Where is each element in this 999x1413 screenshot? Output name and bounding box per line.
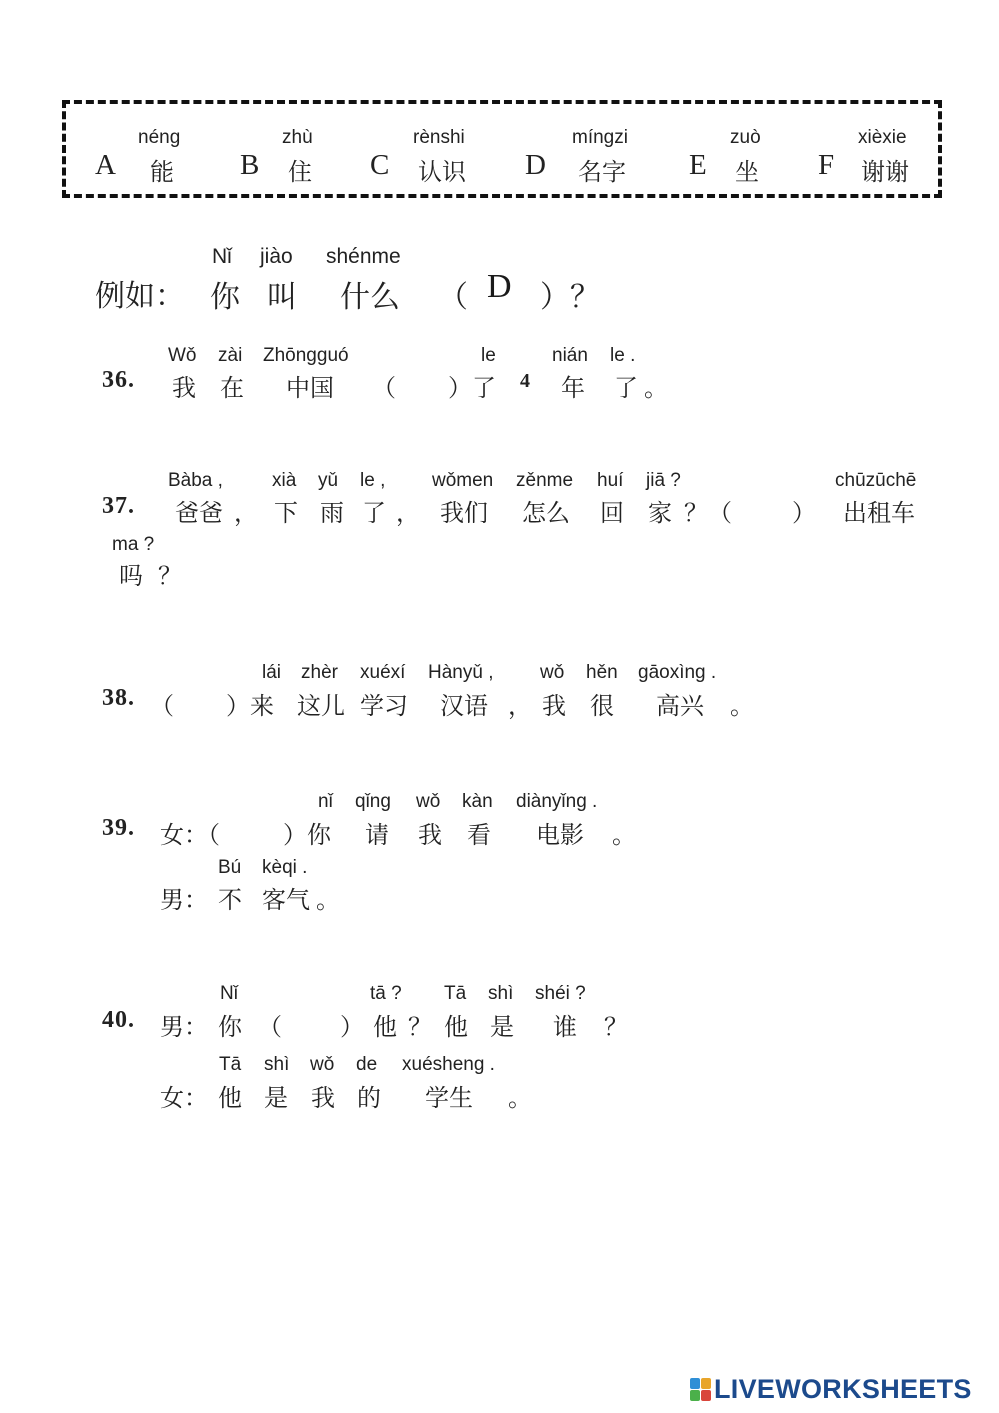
q38-open-paren: （ <box>150 692 174 720</box>
logo-block <box>701 1390 711 1401</box>
q40-pinyin-5: shéi ? <box>535 983 586 1004</box>
option-d-pinyin: míngzi <box>572 127 628 148</box>
option-d-hanzi: 名字 <box>578 158 626 186</box>
q37-pinyin-8: jiā ? <box>646 470 681 491</box>
q36-open-paren: （ <box>372 374 396 402</box>
q40-pinyin-2: tā ? <box>370 983 402 1004</box>
q40-pinyin-10: xuésheng . <box>402 1054 495 1075</box>
example-pinyin-2: jiào <box>260 245 293 268</box>
q39-pinyin-4: kàn <box>462 791 493 812</box>
example-label: 例如： <box>95 279 185 314</box>
q36-period: 。 <box>644 374 668 402</box>
q37-hanzi-10: 吗 <box>119 562 143 590</box>
q38-pinyin-4: Hànyǔ , <box>428 662 494 683</box>
q38-pinyin-5: wǒ <box>540 662 565 683</box>
q37-close-paren: ） <box>792 499 816 527</box>
logo-text: LIVEWORKSHEETS <box>714 1374 972 1404</box>
q37-pinyin-1: Bàba , <box>168 470 223 491</box>
q40-pinyin-6: Tā <box>219 1054 242 1075</box>
q40-pinyin-7: shì <box>264 1054 290 1075</box>
q39-pinyin-6: Bú <box>218 857 242 878</box>
q40-close-paren: ） <box>340 1013 364 1041</box>
q39-hanzi-5: 电影 <box>536 821 584 849</box>
q40-hanzi-1: 你 <box>218 1013 242 1041</box>
q37-pinyin-3: yǔ <box>318 470 339 491</box>
q38-pinyin-3: xuéxí <box>360 662 406 683</box>
q36-hanzi-5: 年 <box>561 374 585 402</box>
q39-period-1: 。 <box>612 821 636 849</box>
q37-hanzi-2: 下 <box>274 499 298 527</box>
q36-hanzi-6: 了 <box>614 374 638 402</box>
option-f-hanzi: 谢谢 <box>861 158 909 186</box>
q38-hanzi-4: 汉语 <box>440 692 488 720</box>
example-hanzi-2: 叫 <box>267 280 297 315</box>
q38-pinyin-2: zhèr <box>301 662 338 683</box>
example-hanzi-3: 什么 <box>340 280 400 315</box>
q37-pinyin-2: xià <box>272 470 297 491</box>
q39-hanzi-6: 不 <box>218 886 242 914</box>
q38-hanzi-3: 学习 <box>360 692 408 720</box>
q40-hanzi-2: 他 <box>373 1013 397 1041</box>
q37-question: ？ <box>158 562 182 590</box>
q40-hanzi-4: 是 <box>490 1013 514 1041</box>
q36-hanzi-4: ）了 <box>448 374 496 402</box>
q40-speaker-2: 女： <box>160 1084 208 1112</box>
q40-pinyin-8: wǒ <box>310 1054 335 1075</box>
q38-hanzi-7: 高兴 <box>656 692 704 720</box>
q38-hanzi-2: 这儿 <box>297 692 345 720</box>
q40-open-paren: （ <box>258 1013 282 1041</box>
q38-hanzi-5: 我 <box>542 692 566 720</box>
q39-number: 39. <box>102 815 135 841</box>
option-c-hanzi: 认识 <box>418 158 466 186</box>
q37-hanzi-3: 雨 <box>320 499 344 527</box>
option-a-letter: A <box>95 149 116 181</box>
option-b-hanzi: 住 <box>288 158 312 186</box>
option-e-pinyin: zuò <box>730 127 761 148</box>
options-box <box>62 100 942 198</box>
q39-hanzi-1: ）你 <box>283 821 331 849</box>
q40-question-1: ？ <box>408 1013 432 1041</box>
q39-hanzi-4: 看 <box>467 821 491 849</box>
q40-hanzi-5: 谁 <box>553 1013 577 1041</box>
q40-hanzi-3: 他 <box>444 1013 468 1041</box>
example-pinyin-1: Nǐ <box>212 245 232 268</box>
q37-hanzi-6: 怎么 <box>522 499 570 527</box>
q36-hanzi-1: 我 <box>172 374 196 402</box>
q39-hanzi-3: 我 <box>418 821 442 849</box>
q37-hanzi-7: 回 <box>600 499 624 527</box>
q40-question-2: ？ <box>604 1013 628 1041</box>
liveworksheets-logo[interactable] <box>690 1374 972 1405</box>
option-e-letter: E <box>689 149 707 181</box>
q40-number: 40. <box>102 1007 135 1033</box>
q39-pinyin-1: nǐ <box>318 791 333 812</box>
example-pinyin-3: shénme <box>326 245 401 268</box>
q40-pinyin-3: Tā <box>444 983 467 1004</box>
q37-hanzi-5: 我们 <box>440 499 488 527</box>
q36-pinyin-5: nián <box>552 345 588 366</box>
q37-pinyin-9: chūzūchē <box>835 470 917 491</box>
q40-hanzi-10: 学生 <box>425 1084 473 1112</box>
q38-pinyin-6: hěn <box>586 662 618 683</box>
q39-pinyin-3: wǒ <box>416 791 441 812</box>
q39-pinyin-7: kèqi . <box>262 857 308 878</box>
q40-hanzi-7: 是 <box>264 1084 288 1112</box>
q40-hanzi-9: 的 <box>357 1084 381 1112</box>
q36-pinyin-1: Wǒ <box>168 345 197 366</box>
q40-pinyin-1: Nǐ <box>220 983 238 1004</box>
q37-pinyin-5: wǒmen <box>432 470 494 491</box>
q38-period: 。 <box>730 692 754 720</box>
q40-speaker-1: 男： <box>160 1013 208 1041</box>
option-f-letter: F <box>818 149 835 181</box>
q37-comma-1: ， <box>234 499 258 527</box>
option-c-letter: C <box>370 149 390 181</box>
option-a-pinyin: néng <box>138 127 181 148</box>
q40-pinyin-9: de <box>356 1054 378 1075</box>
q38-pinyin-7: gāoxìng . <box>638 662 717 683</box>
q37-open-paren: ？（ <box>684 499 732 527</box>
q40-hanzi-8: 我 <box>311 1084 335 1112</box>
q40-hanzi-6: 他 <box>218 1084 242 1112</box>
q37-pinyin-4: le , <box>360 470 386 491</box>
q36-pinyin-2: zài <box>218 345 243 366</box>
q37-number: 37. <box>102 493 135 519</box>
option-b-pinyin: zhù <box>282 127 313 148</box>
q37-hanzi-9: 出租车 <box>843 499 915 527</box>
q37-pinyin-7: huí <box>597 470 624 491</box>
option-c-pinyin: rènshi <box>413 127 465 148</box>
q37-pinyin-10: ma ? <box>112 534 155 555</box>
example-close-paren: ）？ <box>540 280 600 315</box>
q37-pinyin-6: zěnme <box>516 470 574 491</box>
logo-block <box>690 1390 700 1401</box>
q38-pinyin-1: lái <box>262 662 282 683</box>
example-answer: D <box>487 268 512 305</box>
q36-number-4: 4 <box>520 370 531 392</box>
q38-hanzi-6: 很 <box>590 692 614 720</box>
q36-hanzi-3: 中国 <box>286 374 334 402</box>
logo-block <box>690 1378 700 1389</box>
q38-comma: ， <box>508 692 532 720</box>
logo-blocks-icon <box>690 1378 711 1401</box>
q40-period: 。 <box>508 1084 532 1112</box>
q40-pinyin-4: shì <box>488 983 514 1004</box>
q38-hanzi-1: ）来 <box>226 692 274 720</box>
q39-pinyin-2: qǐng <box>355 791 391 812</box>
q39-speaker-1: 女：（ <box>160 821 220 849</box>
q36-hanzi-2: 在 <box>220 374 244 402</box>
q36-pinyin-6: le . <box>610 345 636 366</box>
q36-number: 36. <box>102 367 135 393</box>
q37-hanzi-4: 了 <box>362 499 386 527</box>
q39-period-2: 。 <box>316 886 340 914</box>
option-d-letter: D <box>525 149 546 181</box>
q38-number: 38. <box>102 685 135 711</box>
q39-hanzi-2: 请 <box>365 821 389 849</box>
q37-hanzi-8: 家 <box>648 499 672 527</box>
q36-pinyin-3: Zhōngguó <box>263 345 349 366</box>
q39-pinyin-5: diànyǐng . <box>516 791 598 812</box>
example-open-paren: （ <box>438 280 468 315</box>
q36-pinyin-4: le <box>481 345 496 366</box>
example-hanzi-1: 你 <box>210 280 240 315</box>
option-b-letter: B <box>240 149 260 181</box>
option-f-pinyin: xièxie <box>858 127 907 148</box>
q37-comma-2: ， <box>396 499 420 527</box>
option-e-hanzi: 坐 <box>735 158 759 186</box>
logo-block <box>701 1378 711 1389</box>
q39-hanzi-7: 客气 <box>262 886 310 914</box>
q39-speaker-2: 男： <box>160 886 208 914</box>
option-a-hanzi: 能 <box>150 158 174 186</box>
q37-hanzi-1: 爸爸 <box>175 499 223 527</box>
